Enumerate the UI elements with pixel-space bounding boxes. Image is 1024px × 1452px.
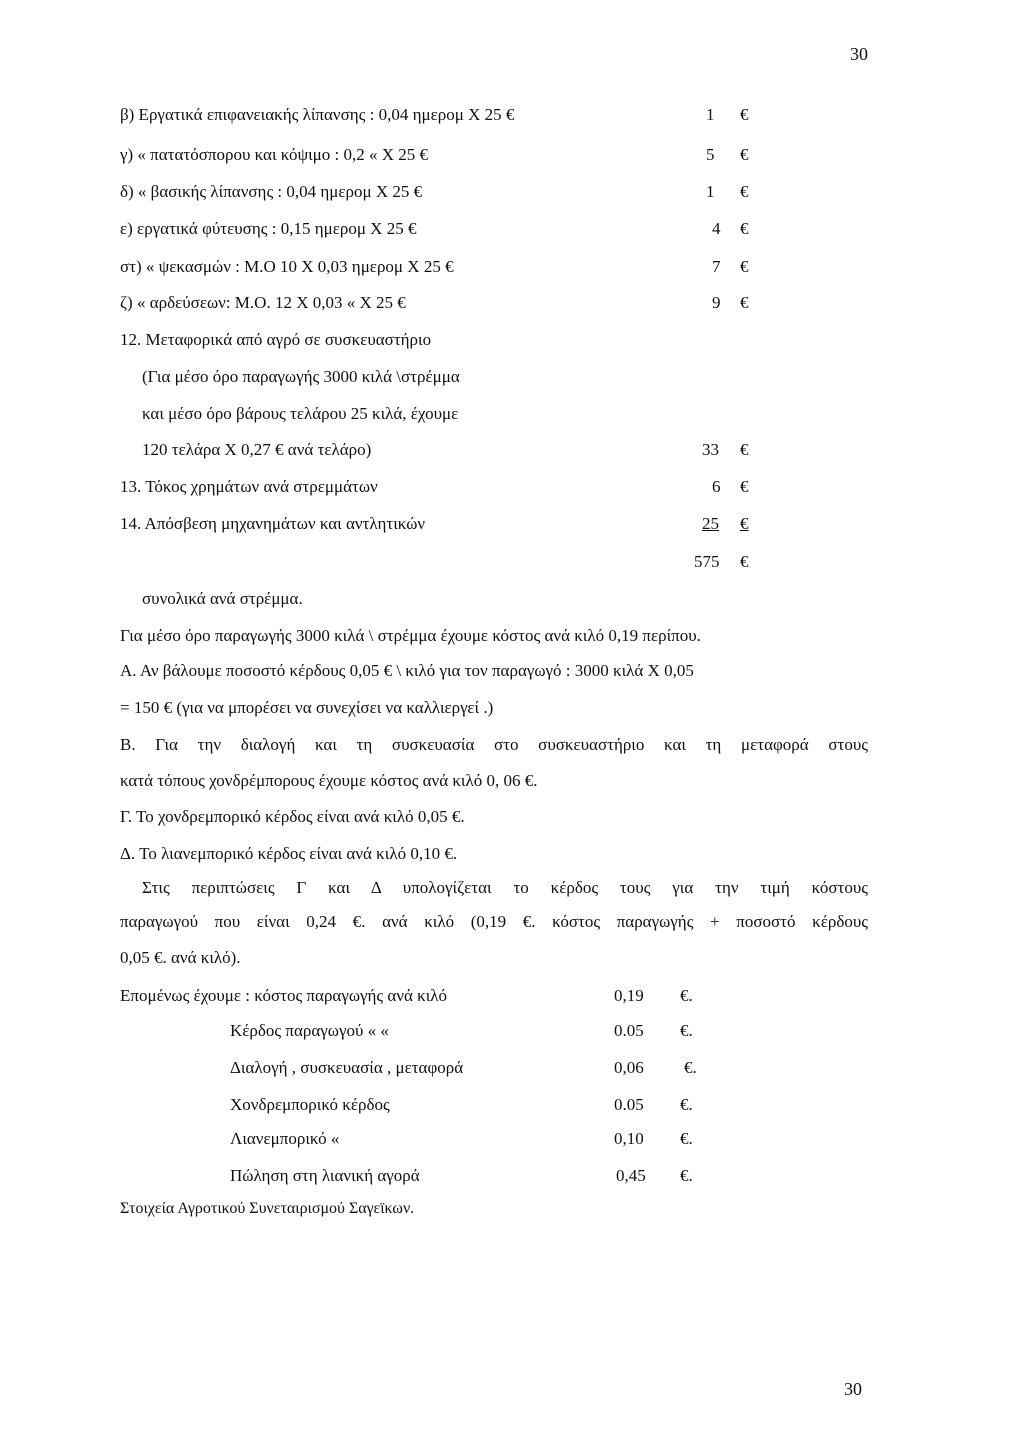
paragraph-b: κατά τόπους χονδρέμπορους έχουμε κόστος ανά κιλό 0, 06 €. [120, 771, 538, 790]
summary-intro-value: 0,19 [614, 986, 644, 1005]
cost-item-currency: € [740, 145, 749, 164]
item12-currency: € [740, 440, 749, 459]
item12-line: 120 τελάρα Χ 0,27 € ανά τελάρο) [142, 440, 372, 459]
paragraph-b: Β. Για την διαλογή και τη συσκευασία στο συσκευαστήριο και τη μεταφορά στους [120, 735, 868, 754]
cost-item-amount: 7 [712, 257, 721, 276]
page-number-top: 30 [850, 44, 868, 64]
paragraph-d: Δ. Το λιανεμπορικό κέρδος είναι ανά κιλό 0,10 €. [120, 844, 458, 863]
cost-item-label: στ) « ψεκασμών : Μ.Ο 10 Χ 0,03 ημερομ Χ 25 € [120, 257, 454, 276]
summary-row-label: Διαλογή , συσκευασία , μεταφορά [230, 1058, 464, 1077]
total-label: συνολικά ανά στρέμμα. [142, 589, 303, 608]
source-note: Στοιχεία Αγροτικού Συνεταιρισμού Σαγεϊκων. [120, 1200, 415, 1217]
cost-item-label: ζ) « αρδεύσεων: Μ.Ο. 12 Χ 0,03 « Χ 25 € [120, 293, 406, 312]
cost-item-currency: € [740, 293, 749, 312]
item13-currency: € [740, 477, 749, 496]
item14-currency: € [740, 514, 749, 533]
cost-item-currency: € [740, 182, 749, 201]
summary-row-unit: €. [680, 1129, 693, 1148]
summary-row-label: Κέρδος παραγωγού « « [230, 1021, 389, 1040]
cost-item-label: γ) « πατατόσπορου και κόψιμο : 0,2 « Χ 25 € [120, 145, 429, 164]
cost-item-label: β) Εργατικά επιφανειακής λίπανσης : 0,04 ημερομ Χ 25 € [120, 105, 515, 124]
paragraph-s: Στις περιπτώσεις Γ και Δ υπολογίζεται το κέρδος τους για την τιμή κόστους [142, 878, 868, 897]
cost-item-label: δ) « βασικής λίπανσης : 0,04 ημερομ Χ 25 € [120, 182, 423, 201]
item12-title: 12. Μεταφορικά από αγρό σε συσκευαστήριο [120, 330, 432, 349]
total-currency: € [740, 552, 749, 571]
summary-intro-unit: €. [680, 986, 693, 1005]
cost-item-amount: 5 [706, 145, 715, 164]
cost-item-amount: 1 [706, 105, 715, 124]
paragraph-average: Για μέσο όρο παραγωγής 3000 κιλά \ στρέμμα έχουμε κόστος ανά κιλό 0,19 περίπου. [120, 626, 701, 645]
summary-row-value: 0,06 [614, 1058, 644, 1077]
paragraph-s: 0,05 €. ανά κιλό). [120, 948, 241, 967]
cost-item-currency: € [740, 105, 749, 124]
summary-row-unit: €. [684, 1058, 697, 1077]
item14-label: 14. Απόσβεση μηχανημάτων και αντλητικών [120, 514, 426, 533]
summary-row-value: 0.05 [614, 1095, 644, 1114]
summary-intro: Επομένως έχουμε : κόστος παραγωγής ανά κιλό [120, 986, 448, 1005]
summary-row-value: 0,10 [614, 1129, 644, 1148]
cost-item-amount: 9 [712, 293, 721, 312]
paragraph-g: Γ. Το χονδρεμπορικό κέρδος είναι ανά κιλό 0,05 €. [120, 807, 465, 826]
summary-row-unit: €. [680, 1095, 693, 1114]
paragraph-a: = 150 € (για να μπορέσει να συνεχίσει να καλλιεργεί .) [120, 698, 494, 717]
summary-row-label: Πώληση στη λιανική αγορά [230, 1166, 420, 1185]
cost-item-amount: 1 [706, 182, 715, 201]
item12-amount: 33 [702, 440, 719, 459]
summary-row-unit: €. [680, 1021, 693, 1040]
summary-row-value: 0.05 [614, 1021, 644, 1040]
cost-item-label: ε) εργατικά φύτευσης : 0,15 ημερομ Χ 25 € [120, 219, 417, 238]
cost-item-amount: 4 [712, 219, 721, 238]
paragraph-a: Α. Αν βάλουμε ποσοστό κέρδους 0,05 € \ κιλό για τον παραγωγό : 3000 κιλά Χ 0,05 [120, 661, 694, 680]
item13-amount: 6 [712, 477, 721, 496]
summary-row-value: 0,45 [616, 1166, 646, 1185]
cost-item-currency: € [740, 257, 749, 276]
item14-amount: 25 [702, 514, 719, 533]
paragraph-s: παραγωγού που είναι 0,24 €. ανά κιλό (0,19 €. κόστος παραγωγής + ποσοστό κέρδους [120, 912, 868, 931]
total-amount: 575 [694, 552, 720, 571]
page-number-bottom: 30 [844, 1379, 862, 1399]
item12-line: και μέσο όρο βάρους τελάρου 25 κιλά, έχουμε [142, 404, 459, 423]
summary-row-label: Χονδρεμπορικό κέρδος [230, 1095, 390, 1114]
summary-row-label: Λιανεμπορικό « [230, 1129, 340, 1148]
item13-label: 13. Τόκος χρημάτων ανά στρεμμάτων [120, 477, 378, 496]
item12-line: (Για μέσο όρο παραγωγής 3000 κιλά \στρέμμα [142, 367, 460, 386]
summary-row-unit: €. [680, 1166, 693, 1185]
cost-item-currency: € [740, 219, 749, 238]
